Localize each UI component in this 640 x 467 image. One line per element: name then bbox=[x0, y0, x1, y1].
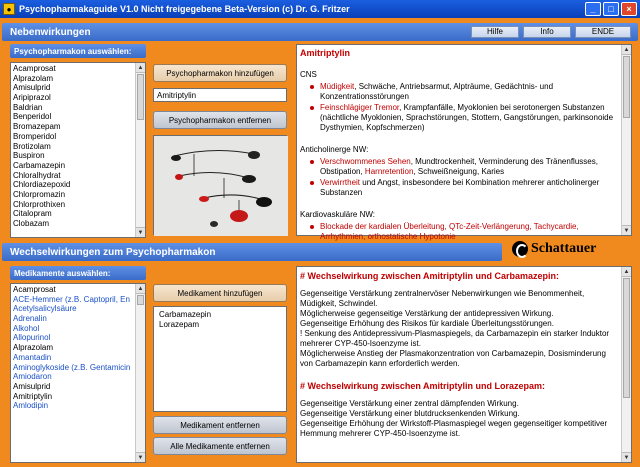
interactions-title: Wechselwirkungen zum Psychopharmakon bbox=[10, 246, 216, 258]
side-effect-item bbox=[320, 103, 617, 133]
highlighted-effect: Verschwommenes Sehen bbox=[320, 157, 411, 166]
info-scrollbar[interactable] bbox=[621, 45, 631, 235]
side-effect-item bbox=[320, 222, 617, 242]
results-scrollbar[interactable] bbox=[621, 267, 631, 462]
remove-medication-button[interactable]: Medikament entfernen bbox=[153, 416, 287, 434]
interaction-results-text bbox=[300, 271, 617, 439]
scroll-thumb[interactable] bbox=[137, 74, 144, 120]
highlighted-effect: Harnretention bbox=[364, 167, 414, 176]
end-button[interactable]: ENDE bbox=[575, 26, 631, 38]
effect-text: und Angst, insbesondere bei Kombination mehrerer anticholinerger Substanzen bbox=[320, 178, 600, 197]
remove-all-medications-button[interactable]: Alle Medikamente entfernen bbox=[153, 437, 287, 455]
drug-list-item[interactable]: Chlorpromazin bbox=[13, 189, 66, 199]
highlighted-effect: Verwirrtheit bbox=[320, 178, 361, 187]
med-list-scrollbar[interactable] bbox=[135, 284, 145, 462]
drug-list-item[interactable]: Bromperidol bbox=[13, 131, 57, 141]
title-bar bbox=[0, 0, 640, 18]
drug-list-item[interactable]: Aripiprazol bbox=[13, 93, 51, 103]
drug-list-item[interactable]: Citalopram bbox=[13, 209, 52, 219]
section-heading: CNS bbox=[300, 70, 317, 79]
side-effects-text bbox=[300, 70, 617, 242]
selected-medication-item[interactable]: Carbamazepin bbox=[159, 310, 212, 319]
scroll-up-icon[interactable]: ▲ bbox=[137, 286, 144, 292]
highlighted-effect: Blockade der kardialen Überleitung, QTc-Zeit-Verlängerung, Tachycardie, Arrhythmien, orthostatische Hypotonie bbox=[320, 222, 579, 241]
side-effect-item bbox=[320, 157, 617, 177]
maximize-icon[interactable]: □ bbox=[603, 2, 619, 16]
medication-list-item[interactable]: Alkohol bbox=[13, 323, 40, 333]
medication-list-item[interactable]: Adrenalin bbox=[13, 314, 47, 324]
info-button[interactable]: Info bbox=[523, 26, 571, 38]
drug-list-item[interactable]: Amisulprid bbox=[13, 83, 51, 93]
page-title: Nebenwirkungen bbox=[10, 26, 91, 38]
interaction-heading: # Wechselwirkung zwischen Amitriptylin und Carbamazepin: bbox=[300, 271, 560, 281]
drug-list-item[interactable]: Bromazepam bbox=[13, 122, 61, 132]
medication-list-item[interactable]: ACE-Hemmer (z.B. Captopril, En bbox=[13, 294, 130, 304]
drug-list-item[interactable]: Chloralhydrat bbox=[13, 170, 61, 180]
side-effect-list bbox=[300, 82, 617, 133]
selected-medication-item[interactable]: Lorazepam bbox=[159, 319, 200, 329]
medication-list-item[interactable]: Aminoglykoside (z.B. Gentamicin bbox=[13, 362, 131, 372]
drug-list-item[interactable]: Baldrian bbox=[13, 102, 43, 112]
medication-list-item[interactable]: Acetylsalicylsäure bbox=[13, 304, 77, 314]
interaction-heading: # Wechselwirkung zwischen Amitriptylin und Lorazepam: bbox=[300, 381, 546, 391]
mobile-sculpture-image bbox=[153, 135, 287, 235]
side-effects-panel bbox=[296, 44, 632, 241]
drug-list-item[interactable]: Chlorprothixen bbox=[13, 199, 66, 209]
scroll-thumb[interactable] bbox=[623, 56, 630, 118]
interaction-line: Gegenseitige Verstärkung einer zentral dämpfenden Wirkung. bbox=[300, 399, 519, 408]
window-controls bbox=[585, 2, 637, 16]
interaction-line: ! Senkung des Antidepressivum-Plasmaspiegels, da Carbamazepin ein starker Induktor mehrerer CYP-450-Isoenzyme ist. bbox=[300, 329, 610, 348]
interaction-results-panel bbox=[296, 266, 632, 463]
medication-list-item[interactable]: Allopurinol bbox=[13, 333, 51, 343]
drug-list[interactable] bbox=[10, 62, 146, 238]
drug-select-label: Psychopharmakon auswählen: bbox=[10, 44, 146, 58]
sculpture-drawing bbox=[154, 136, 288, 236]
effect-text: , Krampfanfälle, Myoklonien bei serotonergen Substanzen (nächtliche Myoklonien, Sprachstörungen, Stottern, Gangstörungen, parkinsonoide Dysthymien, Kopfschmerzen) bbox=[320, 103, 614, 132]
drug-list-scrollbar[interactable] bbox=[135, 63, 145, 237]
interaction-line: Gegenseitige Erhöhung des Risikos für kardiale Überleitungsstörungen. bbox=[300, 319, 554, 328]
highlighted-effect: Müdigkeit bbox=[320, 82, 355, 91]
drug-input[interactable]: Amitriptylin bbox=[153, 88, 287, 102]
remove-drug-button[interactable]: Psychopharmakon entfernen bbox=[153, 111, 287, 129]
interaction-line: Möglicherweise gegenseitige Verstärkung der antidepressiven Wirkung. bbox=[300, 309, 554, 318]
scroll-down-icon[interactable]: ▼ bbox=[136, 452, 145, 462]
effect-text: , Schwäche, Antriebsarmut, Alpträume, Gedächtnis- und Konzentrationsstörungen bbox=[320, 82, 554, 101]
medication-list-item[interactable]: Amlodipin bbox=[13, 401, 49, 411]
side-effect-list bbox=[300, 157, 617, 198]
scroll-up-icon[interactable]: ▲ bbox=[137, 65, 144, 71]
add-medication-button[interactable]: Medikament hinzufügen bbox=[153, 284, 287, 302]
drug-list-item[interactable]: Acamprosat bbox=[13, 64, 56, 73]
medication-list-item[interactable]: Acamprosat bbox=[13, 285, 56, 294]
medication-list-item[interactable]: Alprazolam bbox=[13, 343, 54, 353]
drug-list-item[interactable]: Carbamazepin bbox=[13, 160, 66, 170]
medication-list[interactable] bbox=[10, 283, 146, 463]
selected-medications[interactable] bbox=[153, 306, 287, 412]
side-effect-item bbox=[320, 82, 617, 102]
drug-list-item[interactable]: Clobazam bbox=[13, 219, 50, 228]
minimize-icon[interactable]: _ bbox=[585, 2, 601, 16]
interactions-bar bbox=[2, 243, 502, 261]
medication-list-item[interactable]: Amitriptylin bbox=[13, 391, 53, 401]
section-heading: Anticholinerge NW: bbox=[300, 145, 369, 154]
drug-list-item[interactable]: Chlordiazepoxid bbox=[13, 180, 71, 190]
schattauer-logo: Schattauer bbox=[512, 240, 596, 258]
interaction-line: Gegenseitige Erhöhung der Wirkstoff-Plasmaspiegel wegen gegenseitiger kompetitiver Hemmung mehrerer CYP-450-Isoenzyme ist. bbox=[300, 419, 608, 438]
side-effect-item bbox=[320, 178, 617, 198]
med-select-label: Medikamente auswählen: bbox=[10, 266, 146, 280]
highlighted-effect: Feinschlägiger Tremor bbox=[320, 103, 400, 112]
drug-list-item[interactable]: Benperidol bbox=[13, 112, 52, 122]
section-heading: Kardiovaskuläre NW: bbox=[300, 210, 375, 219]
scroll-down-icon[interactable]: ▼ bbox=[622, 225, 631, 235]
side-effect-list bbox=[300, 222, 617, 242]
effect-text: , Schweißneigung, Karies bbox=[413, 167, 505, 176]
drug-list-item[interactable]: Alprazolam bbox=[13, 73, 54, 83]
logo-mark-icon bbox=[512, 241, 528, 257]
drug-name-heading: Amitriptylin bbox=[300, 48, 351, 58]
add-drug-button[interactable]: Psychopharmakon hinzufügen bbox=[153, 64, 287, 82]
interaction-line: Möglicherweise Anstieg der Plasmakonzentration von Carbamazepin, Dosisminderung von Carbamazepin kann erforderlich werden. bbox=[300, 349, 606, 368]
drug-list-item[interactable]: Brotizolam bbox=[13, 141, 51, 151]
help-button[interactable]: Hilfe bbox=[471, 26, 519, 38]
medication-list-item[interactable]: Amiodaron bbox=[13, 372, 52, 382]
effect-text: , Mundtrockenheit, Verminderung des Tränenflusses, Obstipation, bbox=[320, 157, 598, 176]
pill-icon: ● bbox=[3, 3, 15, 15]
scroll-down-icon[interactable]: ▼ bbox=[622, 452, 631, 462]
scroll-down-icon[interactable]: ▼ bbox=[136, 227, 145, 237]
close-icon[interactable]: × bbox=[621, 2, 637, 16]
drug-list-item[interactable]: Buspiron bbox=[13, 151, 45, 161]
interaction-line: Gegenseitige Verstärkung zentralnervöser Nebenwirkungen wie Benommenheit, Müdigkeit, Schwindel. bbox=[300, 289, 585, 308]
scroll-thumb[interactable] bbox=[137, 295, 144, 305]
medication-list-item[interactable]: Amantadin bbox=[13, 352, 52, 362]
interaction-line: Gegenseitige Verstärkung einer blutdrucksenkenden Wirkung. bbox=[300, 409, 520, 418]
scroll-thumb[interactable] bbox=[623, 278, 630, 398]
medication-list-item[interactable]: Amisulprid bbox=[13, 381, 51, 391]
scroll-up-icon[interactable]: ▲ bbox=[623, 269, 630, 275]
window-title: Psychopharmakaguide V1.0 Nicht freigegebene Beta-Version (c) Dr. G. Fritzer bbox=[19, 4, 350, 14]
scroll-up-icon[interactable]: ▲ bbox=[623, 47, 630, 53]
